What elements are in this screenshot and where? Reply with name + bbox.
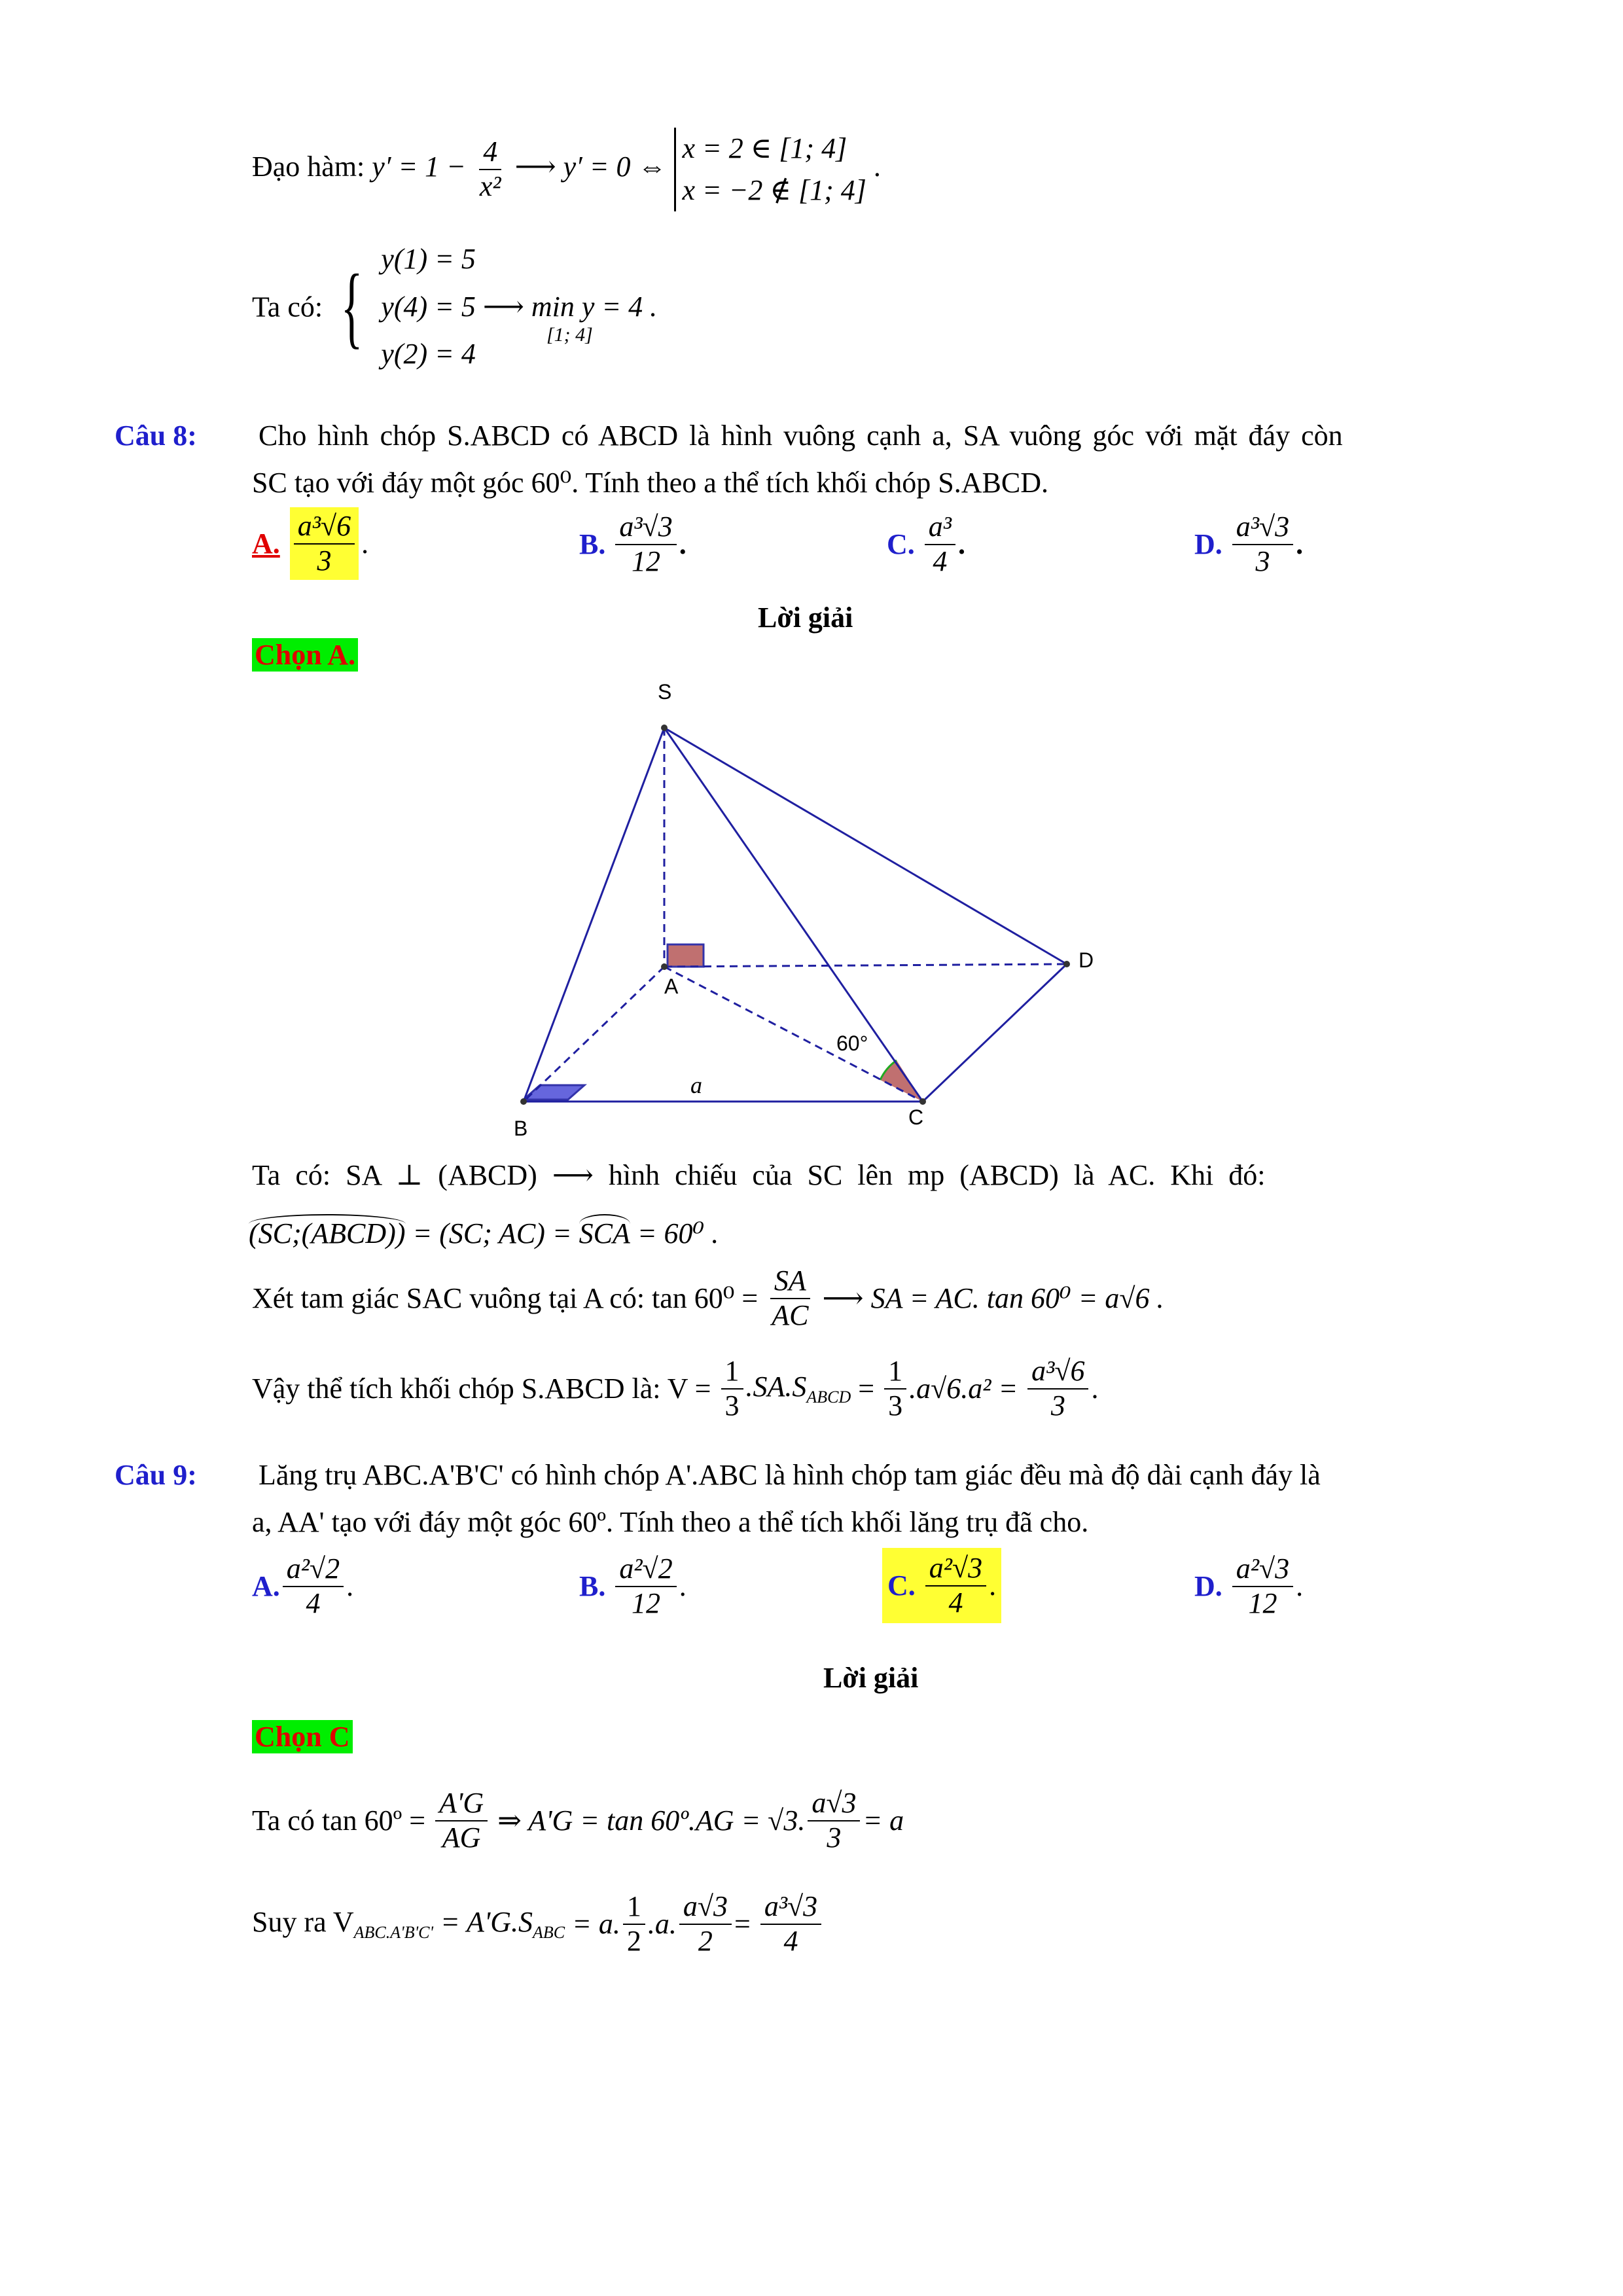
derivative-label: Đạo hàm: <box>252 150 365 183</box>
system-lines: y(1) = 5 y(4) = 5 ⟶ min y = 4 . y(2) = 4 <box>381 243 658 370</box>
ta-co-label: Ta có: <box>252 291 323 323</box>
q8-solution-4: Vậy thể tích khối chóp S.ABCD là: V = $\frac{1}{3}$ $.SA.S_{ABCD}$ = $\frac{1}{3}$ .a√6.a² = $\frac{\text{a³√6}}{3}$ . <box>252 1355 1099 1422</box>
edge-ab-hidden <box>524 967 664 1102</box>
angle-label: 60° <box>836 1031 868 1055</box>
q9-solution-1: Ta có tan 60º = $\frac{A'G}{AG}$ ⇒ A'G = tan 60º.AG = √3. $\frac{a√3}{3}$ = a <box>252 1787 904 1854</box>
label-c: C <box>908 1105 924 1129</box>
edge-cd <box>923 964 1067 1102</box>
q8-solution-3: Xét tam giác SAC vuông tại A có: tan 60⁰ = $\frac{SA}{AC}$ ⟶ SA = AC. tan 60⁰ = a√6 . <box>252 1265 1164 1331</box>
min-subscript: [1; 4] <box>546 324 593 346</box>
label-a: A <box>664 975 679 998</box>
right-angle-mark-a <box>668 944 704 967</box>
derivative-line: Đạo hàm: y′ = 1 − $\frac{4}{\text{x²}}$ ⟶ y′ = 0 ⇔ x = 2 ∈ [1; 4] x = −2 ∉ [1; 4] . <box>252 128 881 211</box>
derivative-fraction: $\frac{4}{\text{x²}}$ <box>479 135 501 202</box>
derivative-lhs: y′ = 1 − <box>372 150 466 183</box>
q8-solution-2: (SC;(ABCD)) = (SC; AC) = SCA = 60⁰ . <box>249 1214 719 1250</box>
q8-label: Câu 8: <box>115 420 197 452</box>
q9-option-d[interactable]: D. $\frac{\text{a²√3}}{12}$ . <box>1194 1552 1304 1619</box>
edge-label-a: a <box>690 1072 702 1098</box>
q8-option-c[interactable]: C. $\frac{\text{a³}}{4}$ . <box>887 511 965 577</box>
vertex-s <box>661 725 668 731</box>
case-2: x = −2 ∉ [1; 4] <box>682 173 866 206</box>
q8-solution-1: Ta có: SA ⊥ (ABCD) ⟶ hình chiếu của SC lên mp (ABCD) là AC. Khi đó: <box>252 1159 1266 1191</box>
edge-sc <box>664 728 923 1102</box>
q8-option-a[interactable]: A. $\frac{\text{a³√6}}{3}$ . <box>252 507 368 580</box>
vertex-d <box>1063 961 1070 967</box>
q9-option-a[interactable]: A. $\frac{\text{a²√2}}{4}$ . <box>252 1552 354 1619</box>
q9-option-c[interactable]: C. $\frac{\text{a²√3}}{4}$ . <box>882 1548 1001 1623</box>
derivative-rhs: ⟶ y′ = 0 ⇔ <box>514 150 667 183</box>
edge-sb <box>524 728 664 1102</box>
vertex-a <box>661 963 668 970</box>
label-s: S <box>658 680 672 704</box>
q9-solution-2: Suy ra $V_{ABC.A'B'C'} = A'G.S_{ABC} = a$. $\frac{1}{2}$ .a. $\frac{a√3}{2}$ = $\frac{\text{a³√3}}{4}$ <box>252 1890 824 1958</box>
q8-option-a-value: $\frac{\text{a³√6}}{3}$ <box>290 507 359 580</box>
label-b: B <box>514 1117 528 1140</box>
q9-option-b[interactable]: B. $\frac{\text{a²√2}}{12}$ . <box>579 1552 687 1619</box>
q8-choice: Chọn A. <box>252 638 358 672</box>
case-1: x = 2 ∈ [1; 4] <box>682 132 847 164</box>
q9-line1: Lăng trụ ABC.A'B'C' có hình chóp A'.ABC là hình chóp tam giác đều mà độ dài cạnh đáy là <box>259 1459 1321 1491</box>
vertex-c <box>919 1098 926 1105</box>
edge-sd <box>664 728 1067 964</box>
q8-solution-title: Lời giải <box>758 601 853 634</box>
q8-line2: SC tạo với đáy một góc 60⁰. Tính theo a thể tích khối chóp S.ABCD. <box>252 467 1049 499</box>
q9-label: Câu 9: <box>115 1459 197 1491</box>
edge-ad-hidden <box>664 964 1067 967</box>
right-angle-mark-b <box>524 1085 584 1100</box>
angle-wedge-c <box>880 1060 923 1102</box>
min-result: ⟶ min y = 4 . <box>482 290 658 323</box>
q9-line2: a, AA' tạo với đáy một góc 60º. Tính theo a thể tích khối lăng trụ đã cho. <box>252 1506 1089 1538</box>
q8-line1: Cho hình chóp S.ABCD có ABCD là hình vuông cạnh a, SA vuông góc với mặt đáy còn <box>259 420 1343 452</box>
label-d: D <box>1079 948 1094 972</box>
q9-solution-title: Lời giải <box>823 1662 919 1694</box>
q9-choice: Chọn C <box>252 1720 353 1753</box>
left-brace: { <box>340 255 363 357</box>
q8-option-d[interactable]: D. $\frac{\text{a³√3}}{3}$ . <box>1194 511 1304 577</box>
q8-option-b[interactable]: B. $\frac{\text{a³√3}}{12}$ . <box>579 511 687 577</box>
vertex-b <box>520 1098 527 1105</box>
